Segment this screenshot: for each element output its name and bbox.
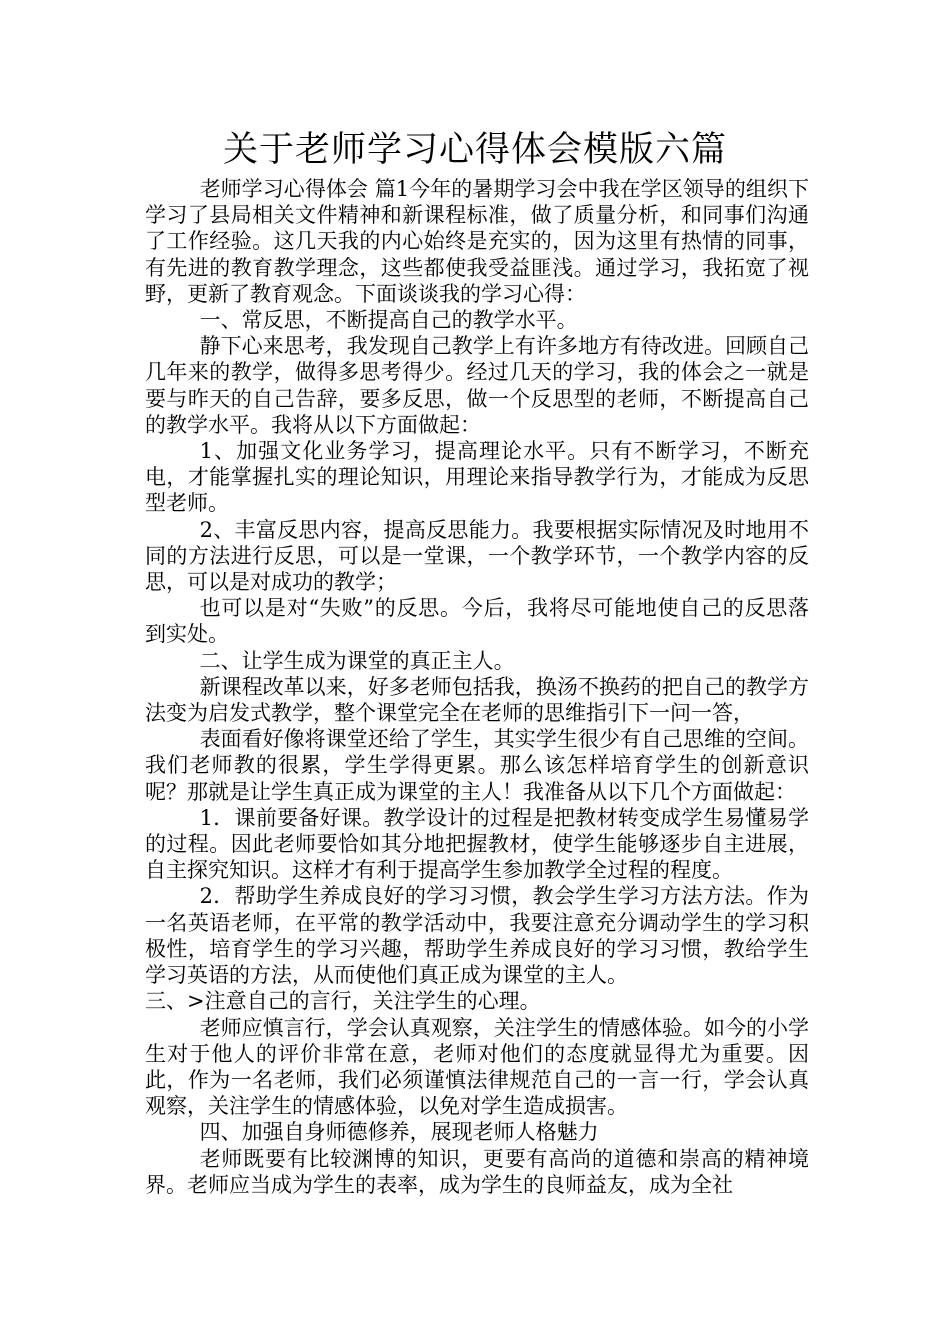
paragraph: 老师应慎言行，学会认真观察，关注学生的情感体验。如今的小学生对于他人的评价非常在意，老师对他们的态度就显得尤为重要。因此，作为一名老师，我们必须谨慎法律规范自己的一言一行，学会认真观察，关注学生的情感体验，以免对学生造成损害。 [145, 1015, 809, 1119]
paragraph: 新课程改革以来，好多老师包括我，换汤不换药的把自己的教学方法变为启发式教学，整个课堂完全在老师的思维指引下一问一答， [145, 674, 809, 726]
paragraph: 老师学习心得体会 篇1今年的暑期学习会中我在学区领导的组织下学习了县局相关文件精神和新课程标准，做了质量分析，和同事们沟通了工作经验。这几天我的内心始终是充实的，因为这里有热情的同事，有先进的教育教学理念，这些都使我受益匪浅。通过学习，我拓宽了视野，更新了教育观念。下面谈谈我的学习心得： [145, 177, 809, 306]
paragraph: 2．帮助学生养成良好的学习习惯，教会学生学习方法方法。作为一名英语老师，在平常的教学活动中，我要注意充分调动学生的学习积极性，培育学生的学习兴趣，帮助学生养成良好的学习习惯，教给学生学习英语的方法，从而使他们真正成为课堂的主人。 [145, 884, 809, 988]
paragraph: 老师既要有比较渊博的知识，更要有高尚的道德和崇高的精神境界。老师应当成为学生的表率，成为学生的良师益友，成为全社 [145, 1146, 809, 1197]
paragraph: 静下心来思考，我发现自己教学上有许多地方有待改进。回顾自己几年来的教学，做得多思考得少。经过几天的学习，我的体会之一就是要与昨天的自己告辞，要多反思，做一个反思型的老师，不断提高自己的教学水平。我将从以下方面做起： [145, 334, 809, 437]
document-body [145, 176, 809, 1198]
paragraph: 1．课前要备好课。教学设计的过程是把教材转变成学生易懂易学的过程。因此老师要恰如其分地把握教材，使学生能够逐步自主进展，自主探究知识。这样才有利于提高学生参加教学全过程的程度。 [145, 805, 809, 883]
paragraph: 2、丰富反思内容，提高反思能力。我要根据实际情况及时地用不同的方法进行反思，可以是一堂课，一个教学环节，一个教学内容的反思，可以是对成功的教学； [145, 517, 809, 595]
paragraph: 二、让学生成为课堂的真正主人。 [199, 648, 515, 673]
document-title: 关于老师学习心得体会模版六篇 [222, 130, 727, 170]
paragraph: 也可以是对“失败”的反思。今后，我将尽可能地使自己的反思落到实处。 [145, 596, 809, 647]
paragraph: 1、加强文化业务学习，提高理论水平。只有不断学习，不断充电，才能掌握扎实的理论知识，用理论来指导教学行为，才能成为反思型老师。 [145, 439, 809, 516]
paragraph: 四、加强自身师德修养，展现老师人格魅力 [199, 1120, 599, 1145]
paragraph: 表面看好像将课堂还给了学生，其实学生很少有自己思维的空间。我们老师教的很累，学生学得更累。那么该怎样培育学生的创新意识呢？那就是让学生真正成为课堂的主人！我准备从以下几个方面做起： [145, 727, 809, 804]
paragraph: 一、常反思，不断提高自己的教学水平。 [199, 308, 578, 333]
paragraph: 三、>注意自己的言行，关注学生的心理。 [145, 989, 541, 1014]
